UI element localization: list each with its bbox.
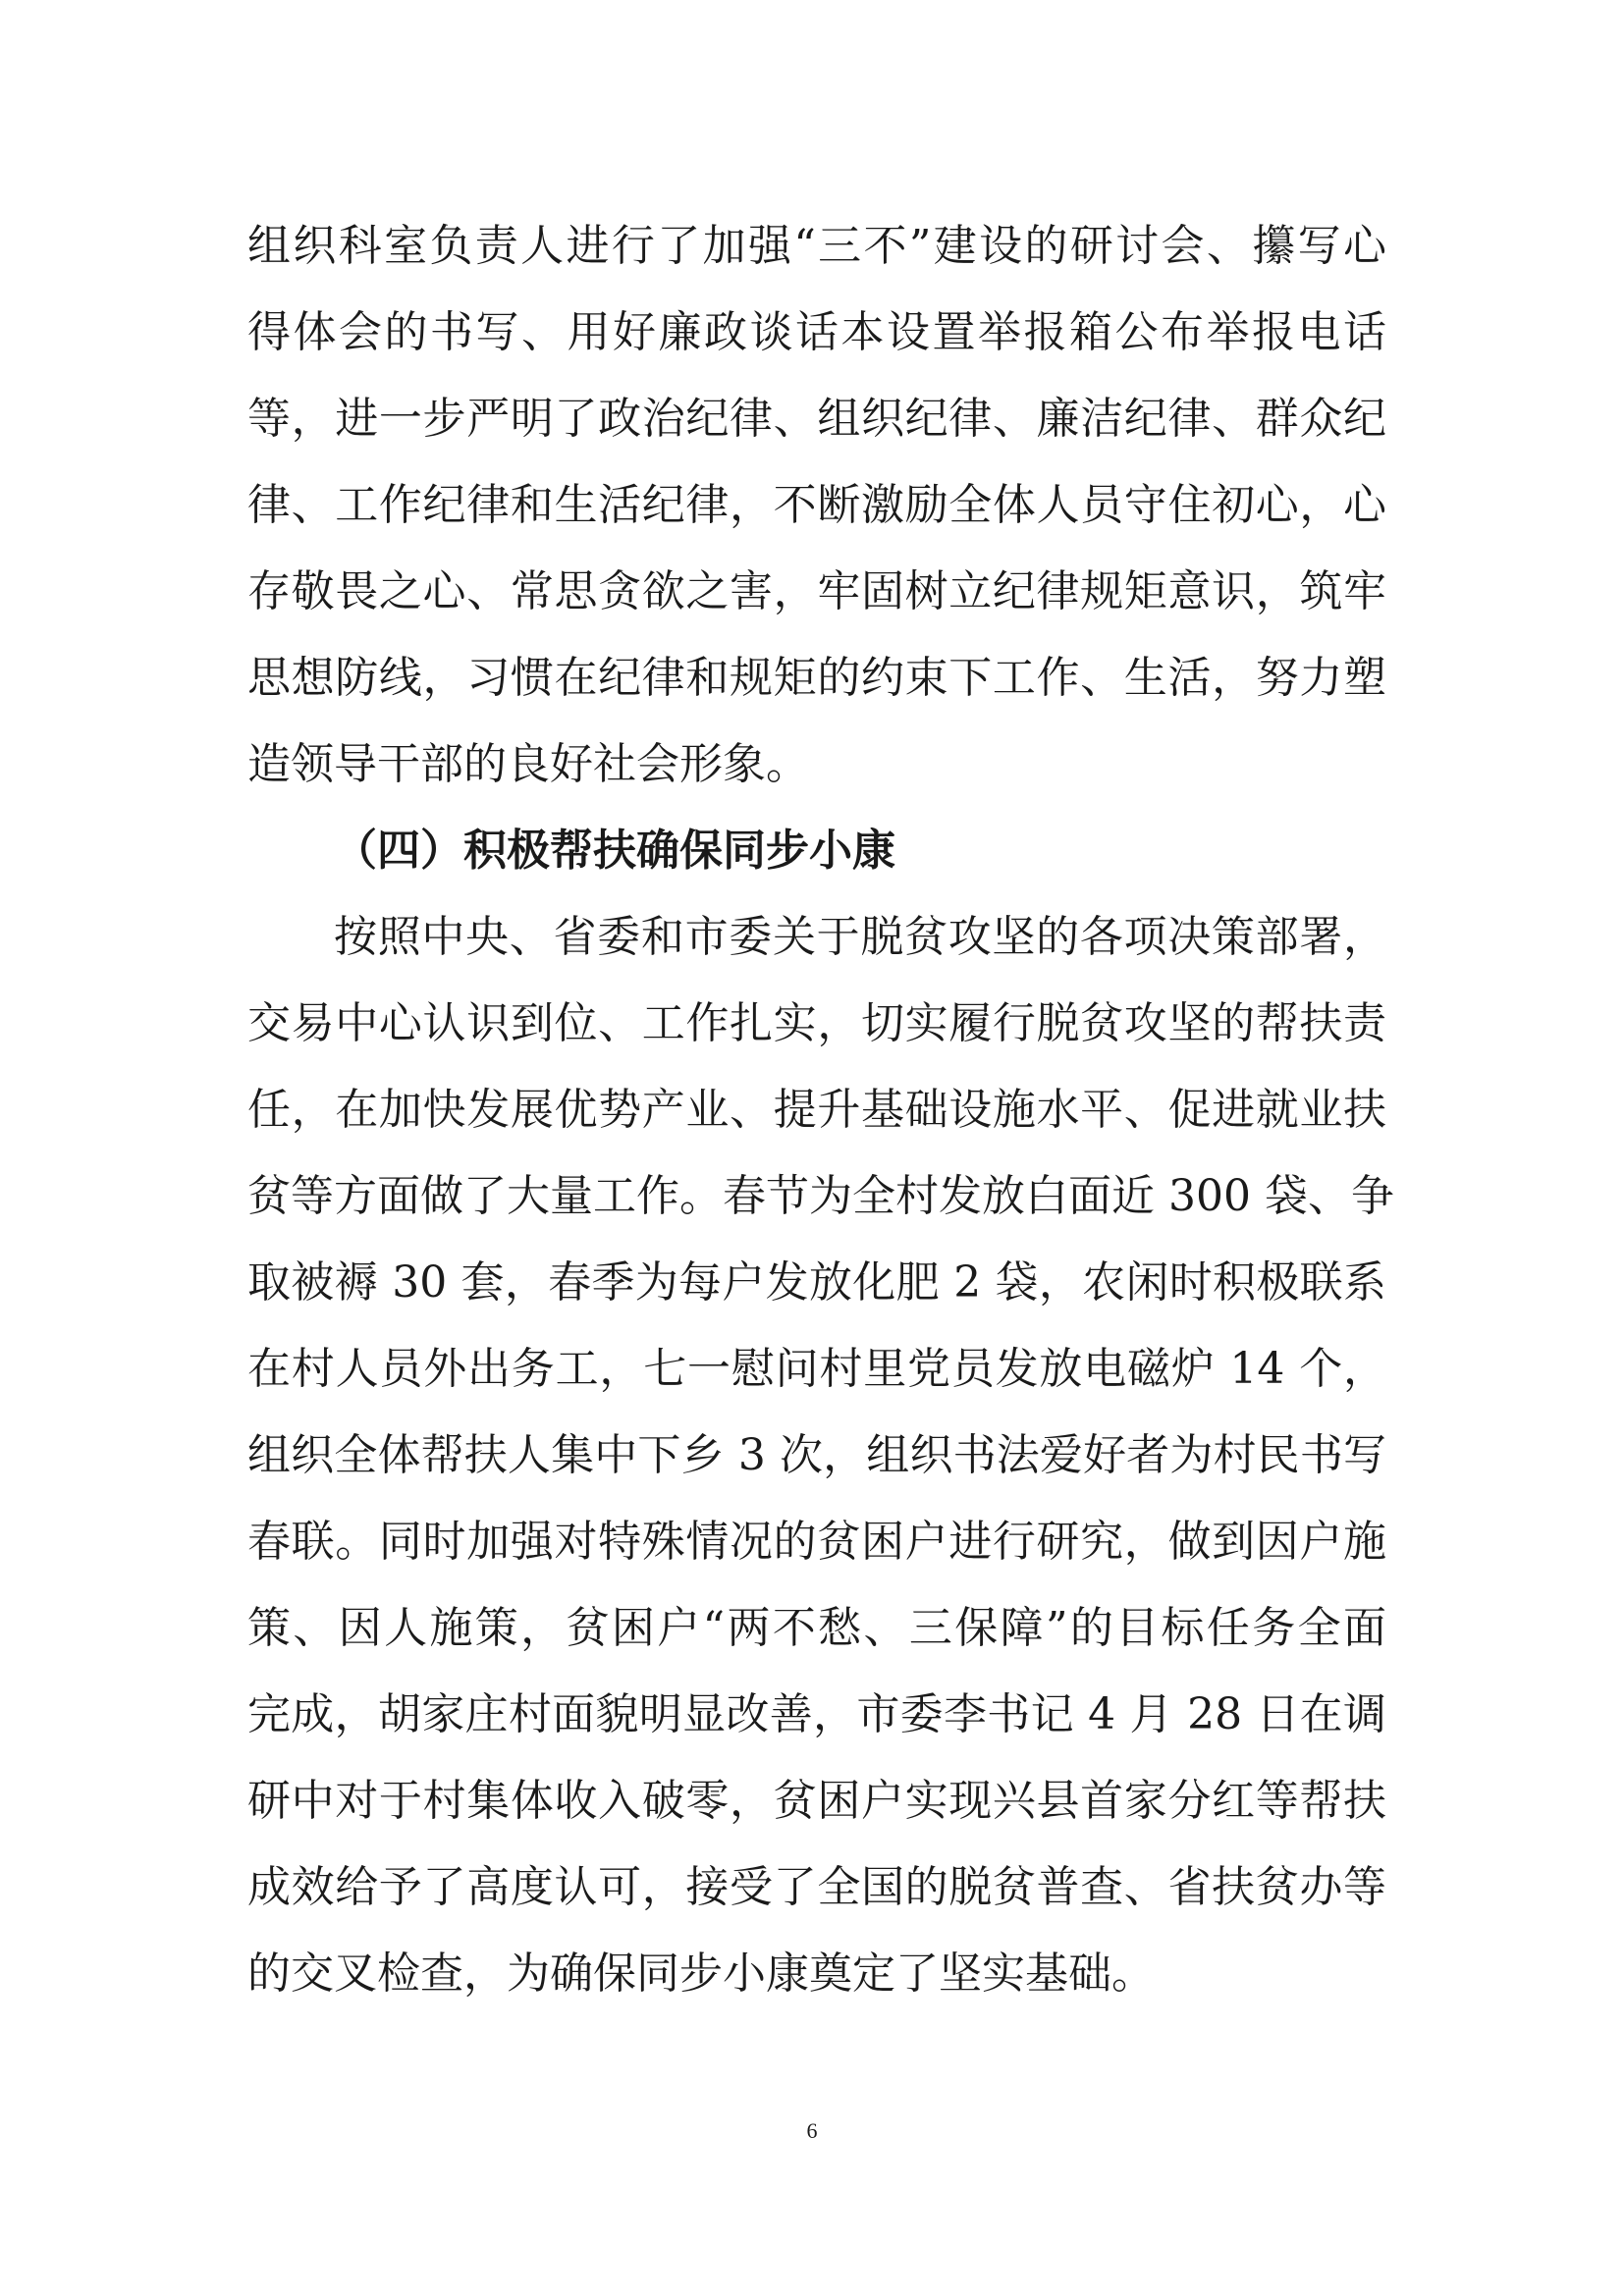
paragraph-line: 的交叉检查，为确保同步小康奠定了坚实基础。 <box>247 1949 1155 1999</box>
page-number: 6 <box>806 2118 818 2143</box>
paragraph-line: 贫等方面做了大量工作。春节为全村发放白面近 300 袋、争 <box>247 1171 1394 1221</box>
paragraph-line: 得体会的书写、用好廉政谈话本设置举报箱公布举报电话 <box>247 307 1386 357</box>
paragraph-line: 研中对于村集体收入破零，贫困户实现兴县首家分红等帮扶 <box>247 1776 1386 1826</box>
paragraph-line: 成效给予了高度认可，接受了全国的脱贫普查、省扶贫办等 <box>247 1862 1386 1912</box>
paragraph-line: 存敬畏之心、常思贪欲之害，牢固树立纪律规矩意识，筑牢 <box>247 566 1386 616</box>
paragraph-line: 春联。同时加强对特殊情况的贫困户进行研究，做到因户施 <box>247 1517 1386 1567</box>
paragraph-line: 造领导干部的良好社会形象。 <box>247 739 809 789</box>
paragraph-line: 完成，胡家庄村面貌明显改善，市委李书记 4 月 28 日在调 <box>247 1689 1386 1739</box>
paragraph-line: 组织科室负责人进行了加强“三不”建设的研讨会、攥写心 <box>247 221 1386 271</box>
paragraph-line: 按照中央、省委和市委关于脱贫攻坚的各项决策部署， <box>334 912 1386 962</box>
paragraph-poverty-alleviation <box>247 894 1394 2017</box>
paragraph-line: 思想防线，习惯在纪律和规矩的约束下工作、生活，努力塑 <box>247 653 1386 703</box>
paragraph-line: 任，在加快发展优势产业、提升基础设施水平、促进就业扶 <box>247 1085 1386 1135</box>
paragraph-line: 律、工作纪律和生活纪律，不断激励全体人员守住初心，心 <box>247 480 1386 530</box>
paragraph-line: 策、因人施策，贫困户“两不愁、三保障”的目标任务全面 <box>247 1603 1386 1653</box>
paragraph-discipline <box>247 203 1386 808</box>
paragraph-line: 交易中心认识到位、工作扎实，切实履行脱贫攻坚的帮扶责 <box>247 998 1386 1048</box>
paragraph-line: 在村人员外出务工，七一慰问村里党员发放电磁炉 14 个， <box>247 1344 1386 1394</box>
paragraph-line: 等，进一步严明了政治纪律、组织纪律、廉洁纪律、群众纪 <box>247 394 1386 444</box>
paragraph-line: 组织全体帮扶人集中下乡 3 次，组织书法爱好者为村民书写 <box>247 1430 1386 1480</box>
section-heading: （四）积极帮扶确保同步小康 <box>334 826 895 876</box>
section-heading-block <box>247 808 1386 894</box>
paragraph-line: 取被褥 30 套，春季为每户发放化肥 2 袋，农闲时积极联系 <box>247 1257 1386 1308</box>
